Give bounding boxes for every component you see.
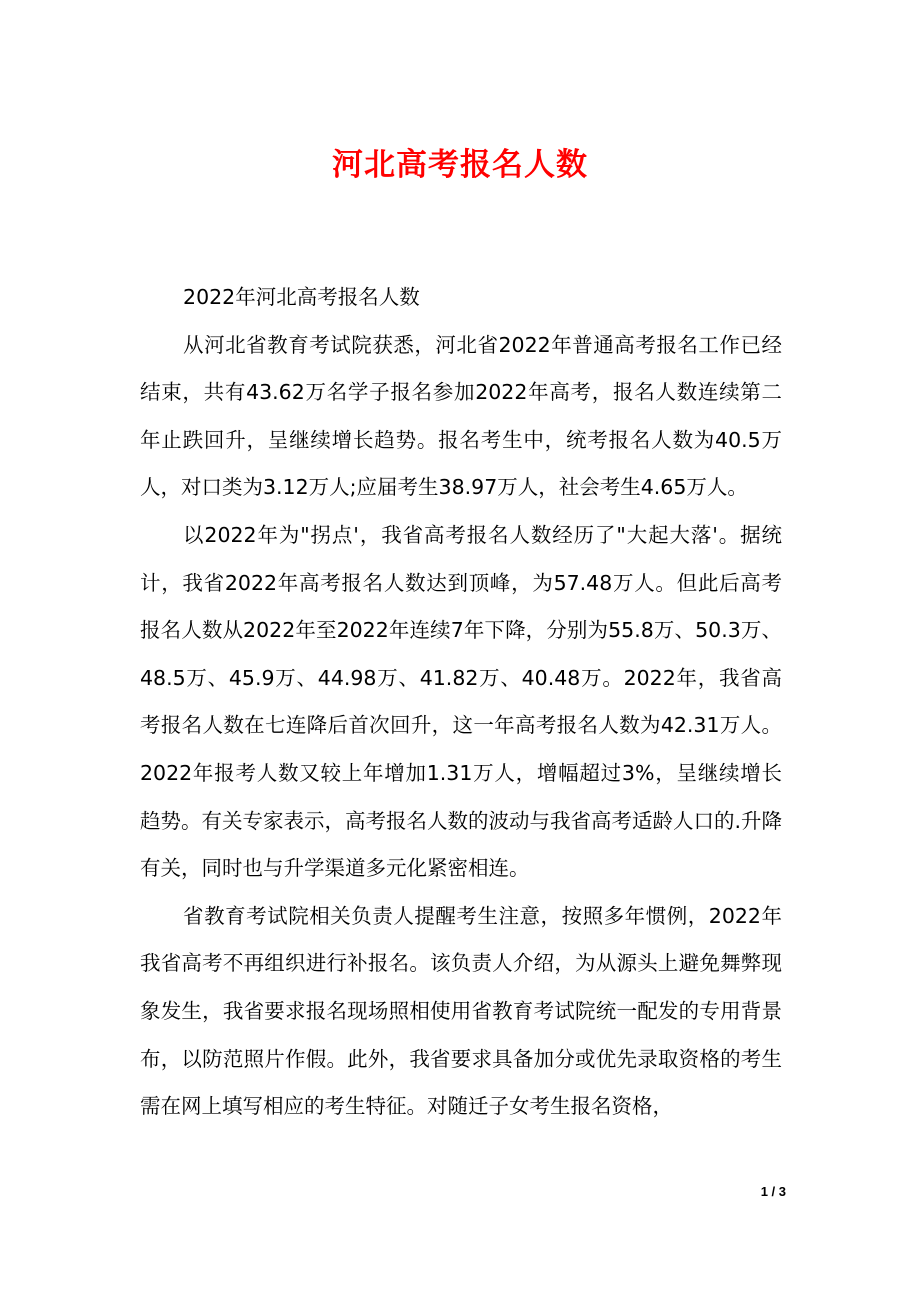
body-paragraph: 省教育考试院相关负责人提醒考生注意，按照多年惯例，2022年我省高考不再组织进行补报名。该负责人介绍，为从源头上避免舞弊现象发生，我省要求报名现场照相使用省教育考试院统一配发的专用背景布，以防范照片作假。此外，我省要求具备加分或优先录取资格的考生需在网上填写相应的考生特征。对随迁子女考生报名资格，: [140, 903, 782, 1119]
body-paragraph: 以2022年为"拐点'，我省高考报名人数经历了"大起大落'。据统计，我省2022年高考报名人数达到顶峰，为57.48万人。但此后高考报名人数从2022年至2022年连续7年下降，分别为55.8万、50.3万、48.5万、45.9万、44.98万、41.82万、40.48万。2022年，我省高考报名人数在七连降后首次回升，这一年高考报名人数为42.31万人。2022年报考人数又较上年增加1.31万人，增幅超过3%，呈继续增长趋势。有关专家表示，高考报名人数的波动与我省高考适龄人口的.升降有关，同时也与升学渠道多元化紧密相连。: [140, 522, 783, 881]
document-title: 河北高考报名人数: [332, 147, 588, 183]
body-paragraph: 从河北省教育考试院获悉，河北省2022年普通高考报名工作已经结束，共有43.62万名学子报名参加2022年高考，报名人数连续第二年止跌回升，呈继续增长趋势。报名考生中，统考报名人数为40.5万人，对口类为3.12万人;应届考生38.97万人，社会考生4.65万人。: [140, 332, 782, 500]
document-body: [140, 274, 782, 1131]
subtitle-paragraph: 2022年河北高考报名人数: [183, 285, 420, 309]
page-indicator: 1 / 3: [760, 1184, 786, 1199]
